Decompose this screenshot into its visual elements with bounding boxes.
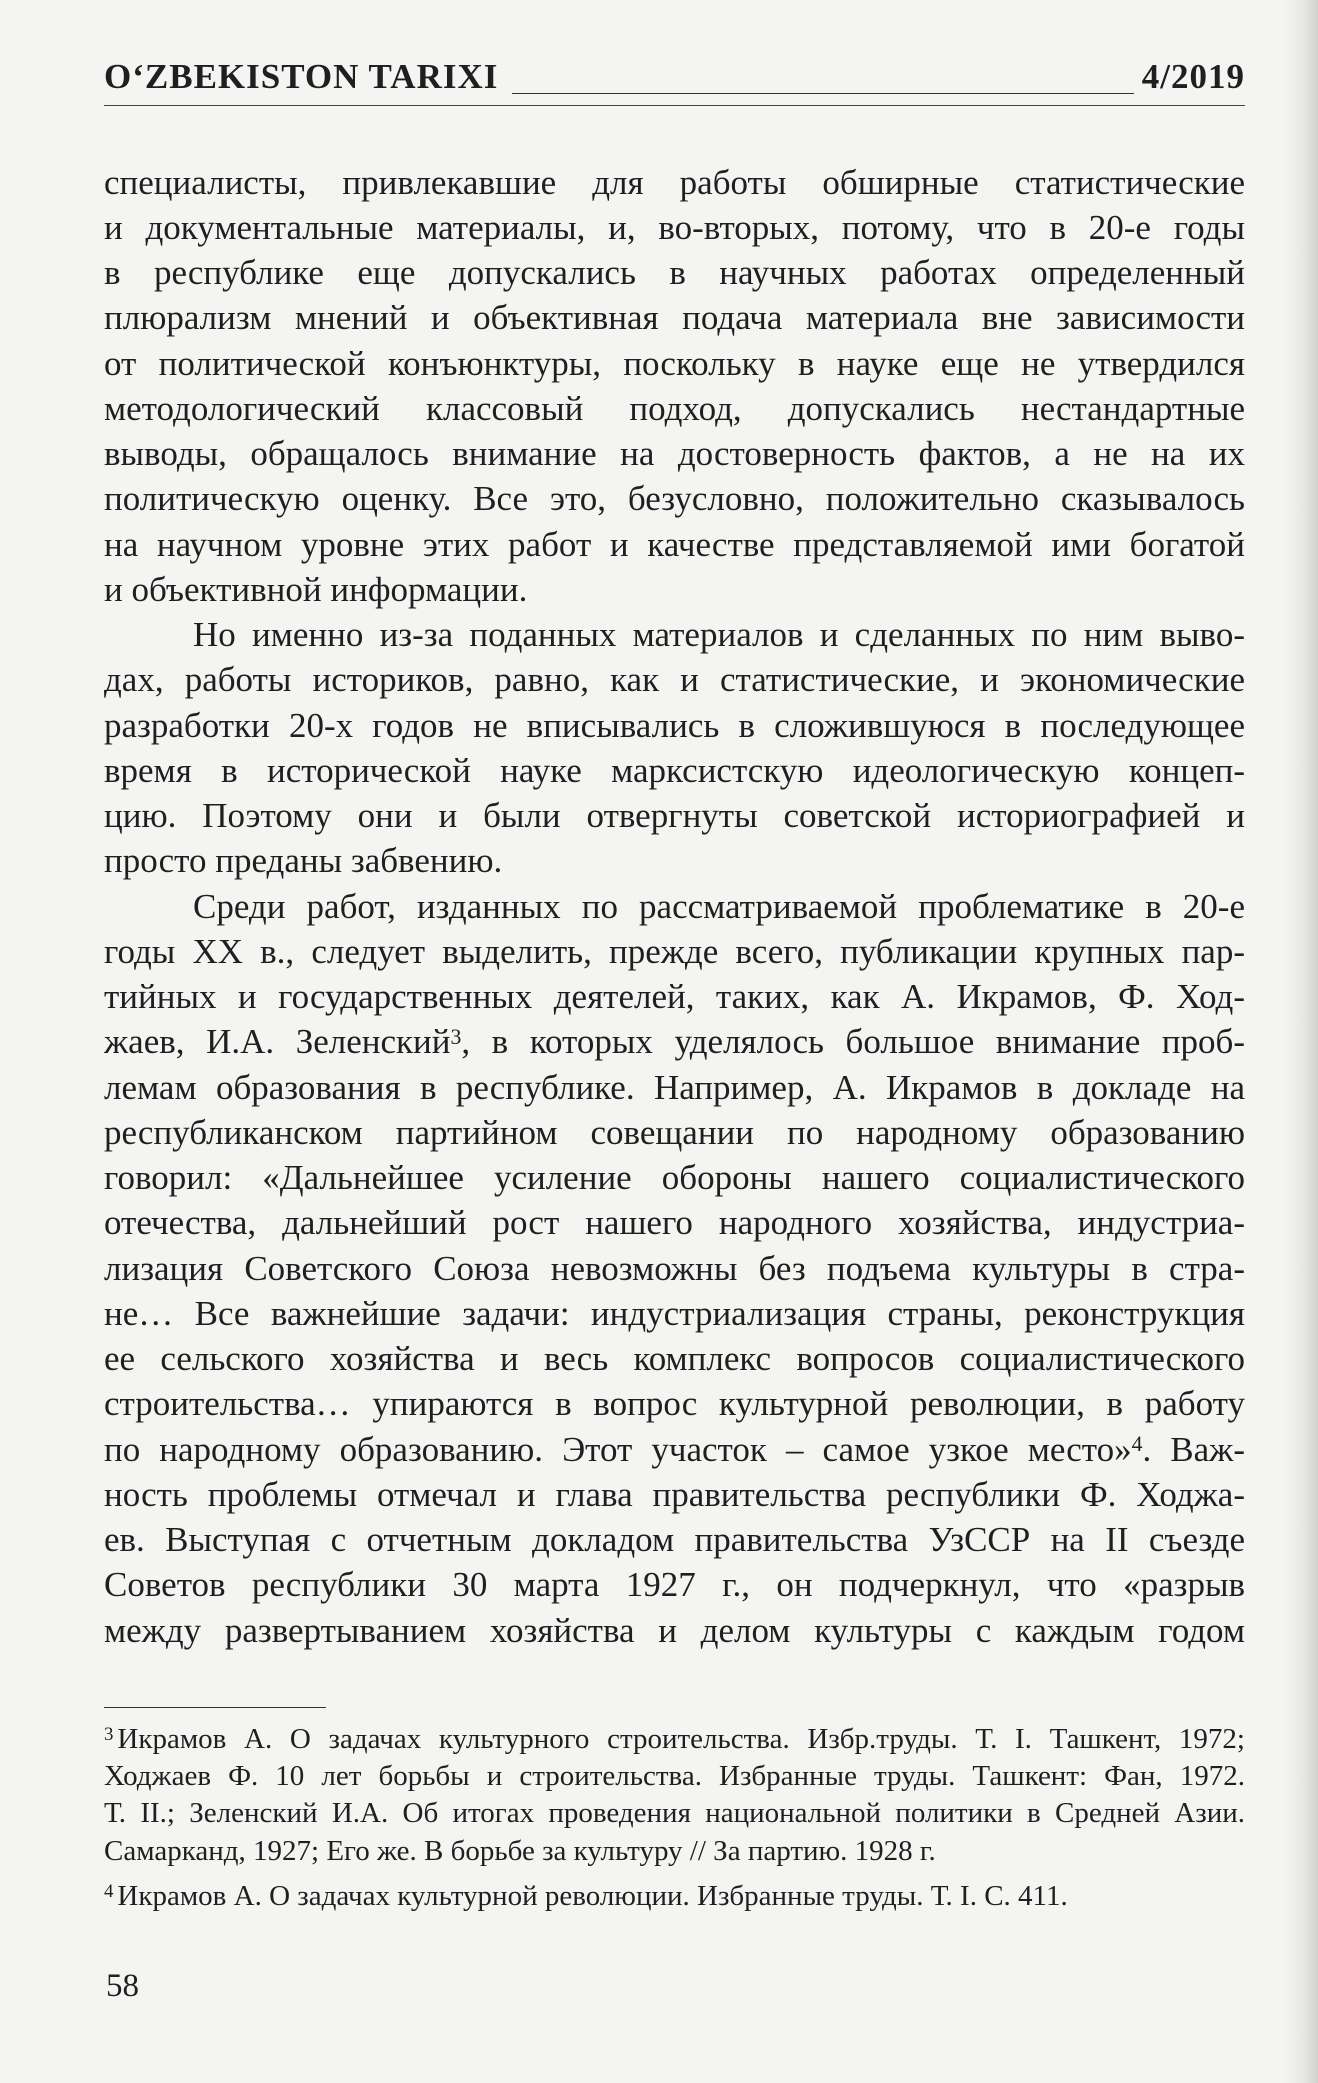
body-line: время в исторической науке марксистскую идеологическую концеп- <box>104 750 1245 790</box>
body-line <box>104 1019 1245 1064</box>
line-text: , в которых уделялось большое внимание проб- <box>461 1022 1245 1062</box>
footnote-text: Икрамов А. О задачах культурной революции. Избранные труды. Т. I. С. 411. <box>117 1879 1068 1912</box>
body-line: тийных и государственных деятелей, таких, как А. Икрамов, Ф. Ход- <box>104 977 1245 1016</box>
body-line: не… Все важнейшие задачи: индустриализация страны, реконструкция <box>104 1293 1245 1333</box>
body-line: Но именно из-за поданных материалов и сделанных по ним выво- <box>193 615 1245 654</box>
body-line: и объективной информации. <box>104 569 528 609</box>
line-text: по народному образованию. Этот участок – самое узкое место» <box>104 1429 1132 1469</box>
footnote-text: Икрамов А. О задачах культурного строительства. Избр.труды. Т. I. Ташкент, 1972; <box>117 1723 1245 1755</box>
body-line: строительства… упираются в вопрос культурной революции, в работу <box>104 1384 1245 1424</box>
body-line: республиканском партийном совещании по народному образованию <box>104 1112 1245 1152</box>
footnote-line <box>104 1721 1245 1758</box>
footnote-ref: 4 <box>1131 1431 1143 1456</box>
body-line: и документальные материалы, и, во-вторых, потому, что в 20-е годы <box>104 207 1245 247</box>
page-number: 58 <box>106 1968 139 2004</box>
footnote-line <box>104 1878 1245 1915</box>
body-line: политическую оценку. Все это, безусловно, положительно сказывалось <box>104 479 1245 519</box>
footnote-line: Т. II.; Зеленский И.А. Об итогах проведения национальной политики в Средней Азии. <box>104 1797 1245 1830</box>
article-body <box>104 160 1245 1653</box>
body-line: разработки 20-х годов не вписывались в сложившуюся в последующее <box>104 705 1245 745</box>
footnotes <box>104 1721 1245 1915</box>
page-edge-shadow <box>1284 0 1318 2083</box>
body-line: от политической конъюнктуры, поскольку в науке еще не утвердился <box>104 343 1245 383</box>
header-divider <box>104 105 1245 106</box>
line-text: жаев, И.А. Зеленский <box>104 1022 451 1062</box>
body-line: ность проблемы отмечал и глава правительства республики Ф. Ходжа- <box>104 1474 1245 1514</box>
body-line: выводы, обращалось внимание на достоверность фактов, а не на их <box>104 434 1245 473</box>
body-line: лемам образования в республике. Например, А. Икрамов в докладе на <box>104 1067 1245 1107</box>
footnote <box>104 1878 1245 1915</box>
body-line: годы XX в., следует выделить, прежде всего, публикации крупных пар- <box>104 931 1245 971</box>
body-line: цию. Поэтому они и были отвергнуты советской историографией и <box>104 796 1245 835</box>
body-line <box>104 1427 1245 1472</box>
body-line: говорил: «Дальнейшее усиление обороны нашего социалистического <box>104 1158 1245 1197</box>
body-line: в республике еще допускались в научных работах определенный <box>104 253 1245 292</box>
body-line: между развертыванием хозяйства и делом культуры с каждым годом <box>104 1610 1245 1650</box>
paragraph <box>104 160 1245 613</box>
journal-title: O‘ZBEKISTON TARIXI <box>104 57 499 96</box>
body-line: плюрализм мнений и объективная подача материала вне зависимости <box>104 298 1245 338</box>
body-line: лизация Советского Союза невозможны без подъема культуры в стра- <box>104 1248 1245 1288</box>
issue-number: 4/2019 <box>1141 57 1245 96</box>
footnote-separator <box>104 1707 326 1708</box>
footnote-marker: 3 <box>104 1724 114 1746</box>
line-text: . Важ- <box>1142 1429 1245 1469</box>
body-line: отечества, дальнейший рост нашего народного хозяйства, индустриа- <box>104 1203 1245 1243</box>
body-line: ев. Выступая с отчетным докладом правительства УзССР на II съезде <box>104 1520 1245 1559</box>
footnote-line: Ходжаев Ф. 10 лет борьбы и строительства. Избранные труды. Ташкент: Фан, 1972. <box>104 1760 1245 1793</box>
body-line: специалисты, привлекавшие для работы обширные статистические <box>104 162 1245 202</box>
footnote-ref: 3 <box>450 1024 462 1049</box>
body-line: ее сельского хозяйства и весь комплекс вопросов социалистического <box>104 1339 1245 1378</box>
footnote-marker: 4 <box>104 1880 114 1902</box>
body-line: Советов республики 30 марта 1927 г., он подчеркнул, что «разрыв <box>104 1565 1245 1605</box>
footnote <box>104 1721 1245 1870</box>
body-line: дах, работы историков, равно, как и статистические, и экономические <box>104 660 1245 700</box>
body-line: Среди работ, изданных по рассматриваемой проблематике в 20-е <box>193 886 1245 926</box>
header-rule <box>512 93 1134 94</box>
paragraph <box>104 884 1245 1653</box>
body-line: методологический классовый подход, допускались нестандартные <box>104 388 1245 428</box>
body-line: просто преданы забвению. <box>104 841 503 881</box>
body-line: на научном уровне этих работ и качестве представляемой ими богатой <box>104 524 1245 564</box>
paragraph <box>104 612 1245 884</box>
footnote-line: Самарканд, 1927; Его же. В борьбе за культуру // За партию. 1928 г. <box>104 1834 936 1867</box>
